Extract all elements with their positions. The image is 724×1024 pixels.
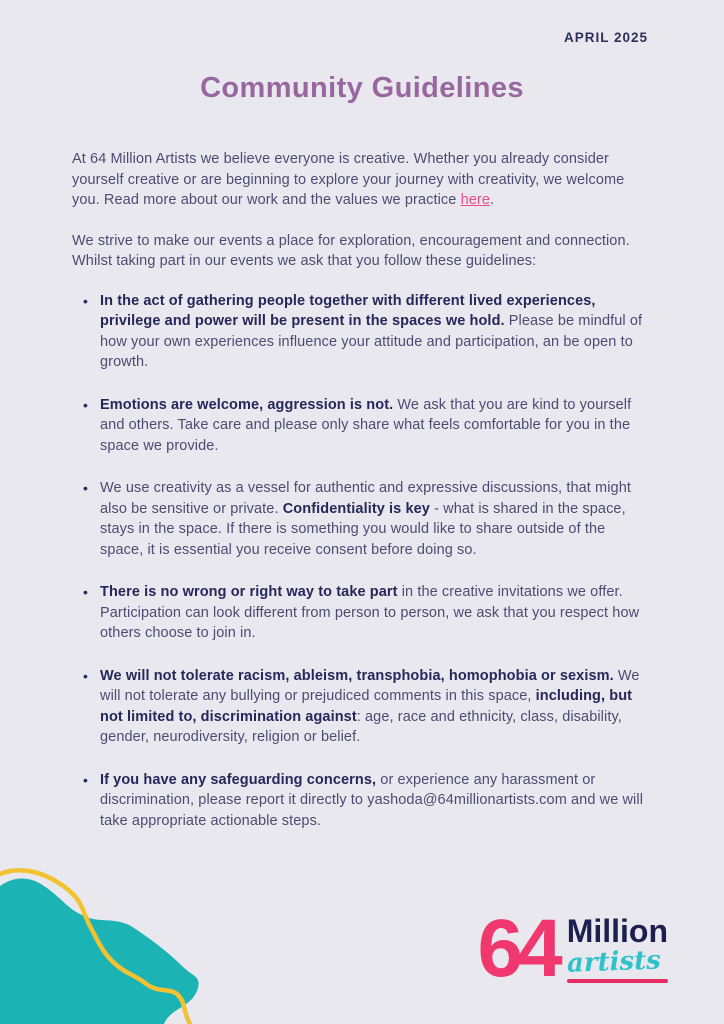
decorative-corner-graphic: [0, 856, 230, 1024]
list-item-confidentiality: [82, 478, 652, 560]
logo-wordmark: [567, 915, 668, 983]
intro-text: At 64 Million Artists we believe everyone is creative. Whether you already consider yourself creative or are beginning to explore your journey with creativity, we welcome you. Read more about our work and the values we practice: [72, 151, 625, 208]
guideline-text: - what is shared in the space, stays in the space. If there is something you would like to share outside of the space, it is essential you receive consent before doing so.: [100, 500, 626, 558]
64-million-artists-logo: [477, 903, 668, 995]
guideline-bold-text: Confidentiality is key: [282, 500, 430, 517]
guideline-bold-text: If you have any safeguarding concerns,: [100, 771, 377, 788]
guideline-bold-text: In the act of gathering people together with different lived experiences, privilege and power will be present in the spaces we hold.: [100, 292, 596, 329]
guideline-bold-text: including, but not limited to, discrimination against: [100, 688, 633, 725]
logo-million-text: Million: [566, 913, 668, 950]
logo-underline-stroke: [567, 979, 668, 983]
guideline-text: Please be mindful of how your own experiences influence your attitude and participation, an be open to growth.: [100, 313, 643, 370]
list-item-no-discrimination: [82, 666, 652, 748]
list-item-gathering: [82, 291, 652, 373]
guideline-bold-text: We will not tolerate racism, ableism, transphobia, homophobia or sexism.: [100, 667, 614, 684]
events-paragraph: We strive to make our events a place for exploration, encouragement and connection. Whilst taking part in our events we ask that you follow these guidelines:: [72, 232, 630, 269]
guideline-bold-text: Emotions are welcome, aggression is not.: [100, 396, 394, 413]
document-date: APRIL 2025: [563, 30, 648, 45]
guideline-text: We will not tolerate any bullying or prejudiced comments in this space,: [100, 667, 640, 704]
teal-blob-shape: [0, 879, 199, 1024]
list-item-emotions: [82, 395, 652, 457]
list-item-participation: [82, 582, 652, 644]
guidelines-list: [72, 291, 652, 832]
guideline-text: We ask that you are kind to yourself and others. Take care and please only share what feels comfortable for you in the space we provide.: [100, 396, 632, 454]
page-title: Community Guidelines: [200, 72, 524, 104]
guideline-text: in the creative invitations we offer. Participation can look different from person to person, we ask that you respect how others choose to join in.: [100, 584, 640, 641]
guideline-text: We use creativity as a vessel for authentic and expressive discussions, that might also be sensitive or private.: [100, 480, 631, 517]
intro-paragraph: [72, 149, 652, 211]
here-link[interactable]: here: [460, 192, 490, 208]
guideline-bold-text: There is no wrong or right way to take part: [100, 584, 398, 600]
logo-artists-script: artists: [566, 945, 661, 979]
intro-text-end: .: [489, 192, 495, 208]
guideline-text: or experience any harassment or discrimination, please report it directly to yashoda@64millionartists.com and we will take appropriate actionable steps.: [100, 771, 644, 829]
document-body: [0, 149, 724, 831]
guideline-text: : age, race and ethnicity, class, disability, gender, neurodiversity, religion or belief.: [100, 708, 622, 745]
list-item-safeguarding: [82, 770, 652, 832]
logo-number: 64: [477, 903, 557, 995]
